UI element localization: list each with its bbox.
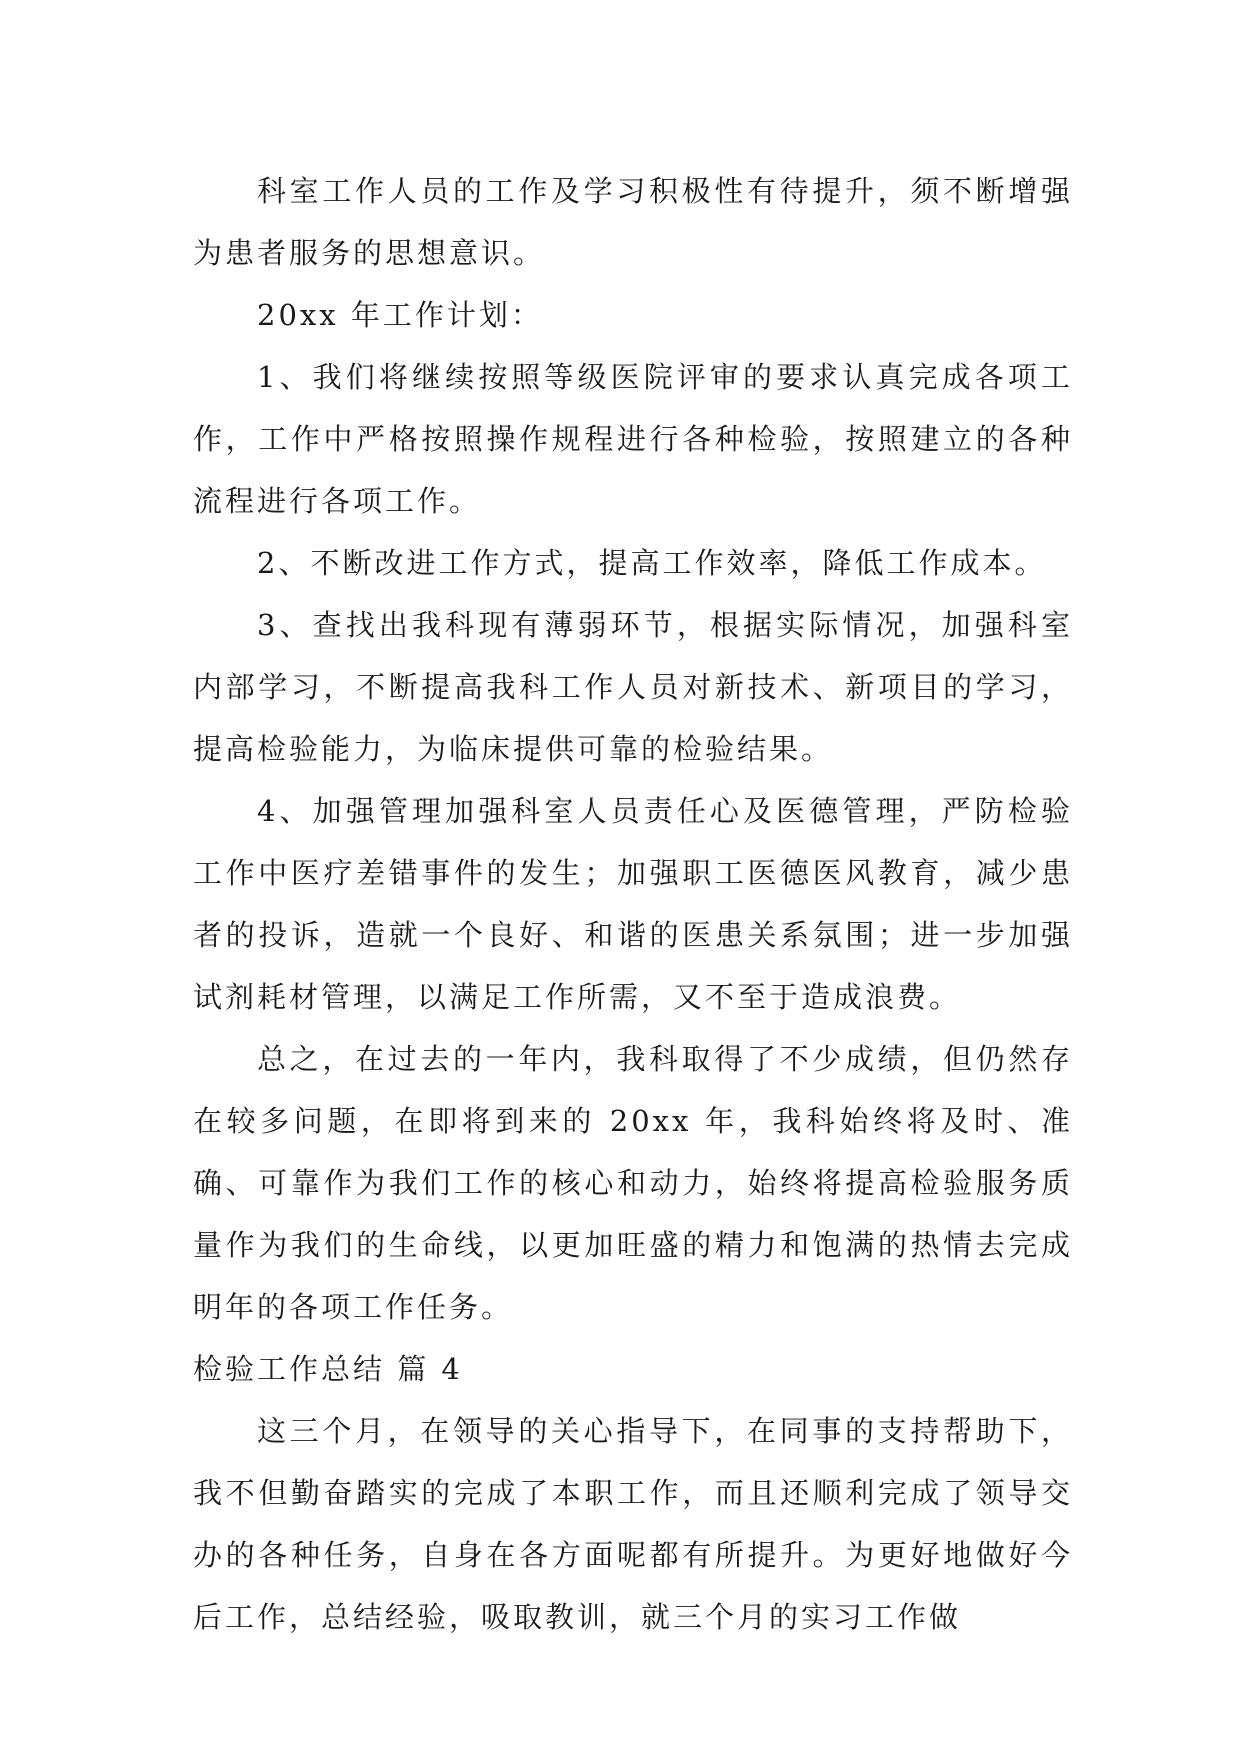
paragraph-conclusion: 总之，在过去的一年内，我科取得了不少成绩，但仍然存在较多问题，在即将到来的 20xx 年，我科始终将及时、准确、可靠作为我们工作的核心和动力，始终将提高检验服务质量作为我们的生命线，以更加旺盛的精力和饱满的热情去完成明年的各项工作任务。: [193, 1042, 1073, 1324]
section-heading: 检验工作总结 篇 4: [193, 1352, 463, 1386]
paragraph-plan-item-4: 4、加强管理加强科室人员责任心及医德管理，严防检验工作中医疗差错事件的发生；加强职工医德医风教育，减少患者的投诉，造就一个良好、和谐的医患关系氛围；进一步加强试剂耗材管理，以满足工作所需，又不至于造成浪费。: [193, 794, 1073, 1014]
paragraph-plan-item-2: 2、不断改进工作方式，提高工作效率，降低工作成本。: [257, 546, 1047, 580]
paragraph-section4-intro: 这三个月，在领导的关心指导下，在同事的支持帮助下，我不但勤奋踏实的完成了本职工作，而且还顺利完成了领导交办的各种任务，自身在各方面呢都有所提升。为更好地做好今后工作，总结经验，吸取教训，就三个月的实习工作做: [193, 1414, 1073, 1634]
paragraph-awareness: 科室工作人员的工作及学习积极性有待提升，须不断增强为患者服务的思想意识。: [193, 174, 1073, 270]
paragraph-plan-item-3: 3、查找出我科现有薄弱环节，根据实际情况，加强科室内部学习，不断提高我科工作人员对新技术、新项目的学习，提高检验能力，为临床提供可靠的检验结果。: [193, 608, 1073, 766]
document-body: [193, 160, 1073, 1648]
paragraph-plan-item-1: 1、我们将继续按照等级医院评审的要求认真完成各项工作，工作中严格按照操作规程进行各种检验，按照建立的各种流程进行各项工作。: [193, 360, 1073, 518]
paragraph-plan-title: 20xx 年工作计划：: [257, 298, 543, 332]
